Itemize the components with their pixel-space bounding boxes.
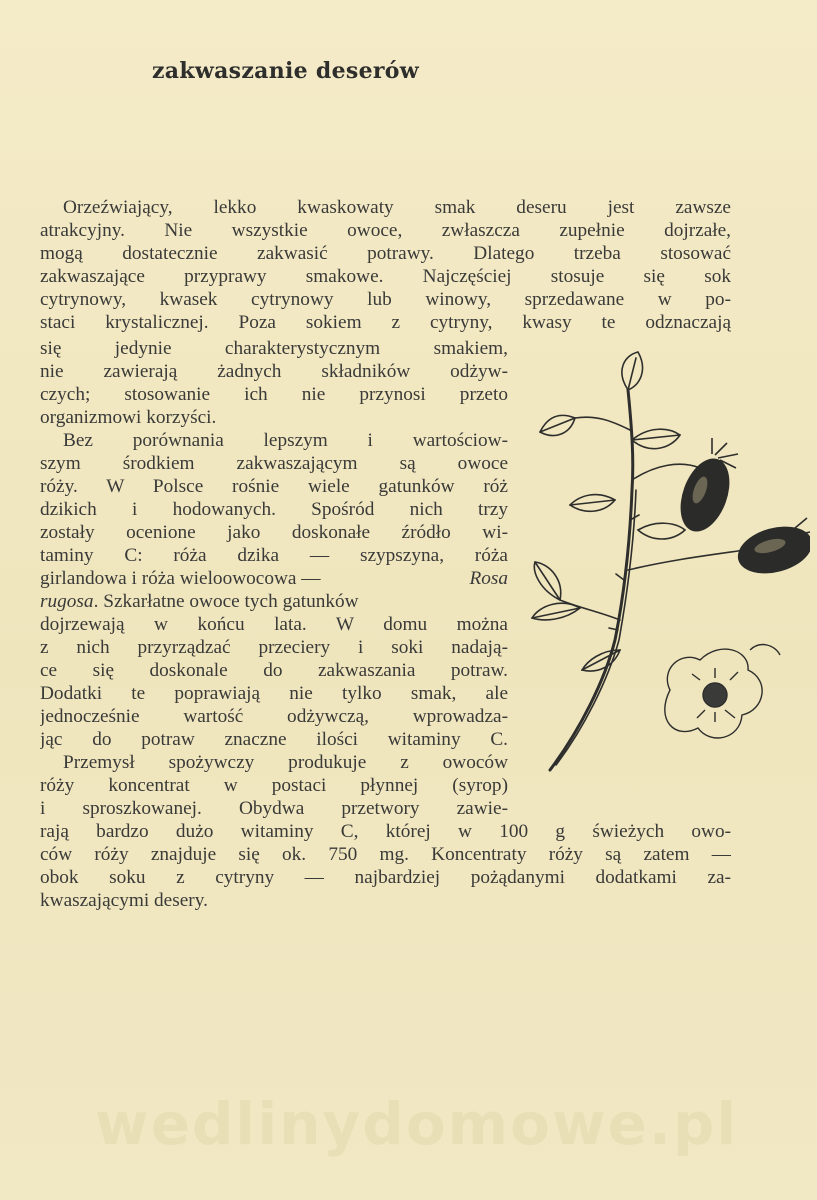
text-line: i sproszkowanej. Obydwa przetwory zawie- xyxy=(40,798,508,819)
text-line: ców róży znajduje się ok. 750 mg. Koncentraty róży są zatem — xyxy=(40,844,731,865)
text-segment: . Szkarłatne owoce tych gatunków xyxy=(93,591,359,612)
text-line xyxy=(40,590,508,614)
text-line: obok soku z cytryny — najbardziej pożądanymi dodatkami za- xyxy=(40,867,731,888)
text-line: dzikich i hodowanych. Spośród nich trzy xyxy=(40,499,508,520)
text-line: Dodatki te poprawiają nie tylko smak, ale xyxy=(40,683,508,704)
text-line: czych; stosowanie ich nie przynosi przeto xyxy=(40,384,508,405)
text-line: z nich przyrządzać przeciery i soki nadają- xyxy=(40,637,508,658)
text-line: dojrzewają w końcu lata. W domu można xyxy=(40,614,508,635)
text-line: rają bardzo dużo witaminy C, której w 100 g świeżych owo- xyxy=(40,821,731,842)
text-line: taminy C: róża dzika — szypszyna, róża xyxy=(40,545,508,566)
page-title: zakwaszanie deserów xyxy=(152,58,419,84)
text-line: zakwaszające przyprawy smakowe. Najczęściej stosuje się sok xyxy=(40,266,731,287)
text-line: Przemysł spożywczy produkuje z owoców xyxy=(63,752,508,773)
text-line: ce się doskonale do zakwaszania potraw. xyxy=(40,660,508,681)
text-line: Bez porównania lepszym i wartościow- xyxy=(63,430,508,451)
text-line: mogą dostatecznie zakwasić potrawy. Dlatego trzeba stosować xyxy=(40,243,731,264)
rosehip-illustration xyxy=(520,350,810,810)
text-line: staci krystalicznej. Poza sokiem z cytryny, kwasy te odznaczają xyxy=(40,312,731,333)
text-line: jednocześnie wartość odżywczą, wprowadza- xyxy=(40,706,508,727)
text-line: nie zawierają żadnych składników odżyw- xyxy=(40,361,508,382)
text-line: róży koncentrat w postaci płynnej (syrop) xyxy=(40,775,508,796)
text-line: się jedynie charakterystycznym smakiem, xyxy=(40,338,508,359)
italic-word: Rosa xyxy=(469,568,508,589)
text-line: cytrynowy, kwasek cytrynowy lub winowy, sprzedawane w po- xyxy=(40,289,731,310)
text-line: organizmowi korzyści. xyxy=(40,407,217,428)
text-line: szym środkiem zakwaszającym są owoce xyxy=(40,453,508,474)
text-line: róży. W Polsce rośnie wiele gatunków róż xyxy=(40,476,508,497)
text-line: jąc do potraw znaczne ilości witaminy C. xyxy=(40,729,508,750)
text-segment: girlandowa i róża wieloowocowa — xyxy=(40,568,321,589)
text-line: Orzeźwiający, lekko kwaskowaty smak deseru jest zawsze xyxy=(63,197,731,218)
text-line: kwaszającymi desery. xyxy=(40,890,208,911)
italic-word: rugosa xyxy=(40,591,94,612)
text-line: zostały ocenione jako doskonałe źródło wi- xyxy=(40,522,508,543)
text-line: atrakcyjny. Nie wszystkie owoce, zwłaszcza zupełnie dojrzałe, xyxy=(40,220,731,241)
watermark: wedlinydomowe.pl xyxy=(95,1090,739,1158)
text-line xyxy=(40,567,508,591)
